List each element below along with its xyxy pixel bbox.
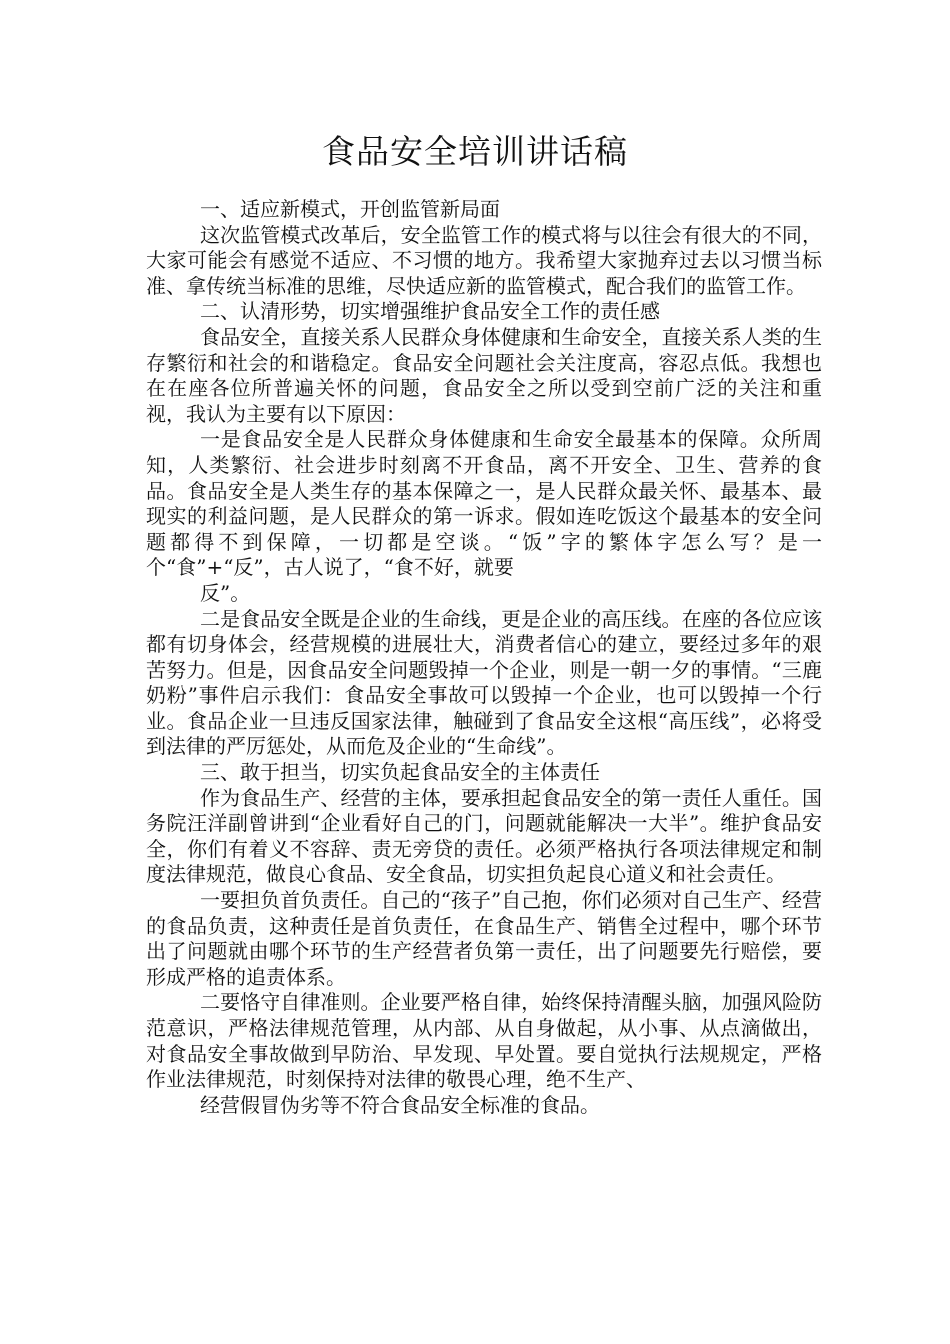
section-heading-2: 二、认清形势，切实增强维护食品安全工作的责任感	[200, 299, 660, 324]
section-heading-1: 一、适应新模式，开创监管新局面	[200, 197, 500, 221]
paragraph: 经营假冒伪劣等不符合食品安全标准的食品。	[200, 1092, 600, 1117]
paragraph: 一是食品安全是人民群众身体健康和生命安全最基本的保障。众所周知，人类繁衍、社会进步时刻离不开食品，离不开安全、卫生、营养的食品。食品安全是人类生存的基本保障之一，是人民群众最关怀、最基本、最现实的利益问题，是人民群众的第一诉求。假如连吃饭这个最基本的安全问题都得不到保障，一切都是空谈。“饭”字的繁体字怎么写？是一个“食”+“反”，古人说了，“食不好，就要	[146, 427, 822, 580]
paragraph: 食品安全，直接关系人民群众身体健康和生命安全，直接关系人类的生存繁衍和社会的和谐稳定。食品安全问题社会关注度高，容忍点低。我想也在在座各位所普遍关怀的问题，食品安全之所以受到空前广泛的关注和重视，我认为主要有以下原因：	[146, 324, 822, 426]
section-heading-3: 三、敢于担当，切实负起食品安全的主体责任	[200, 760, 600, 785]
paragraph: 这次监管模式改革后，安全监管工作的模式将与以往会有很大的不同，大家可能会有感觉不适应、不习惯的地方。我希望大家抛弃过去以习惯当标准、拿传统当标准的思维，尽快适应新的监管模式，配合我们的监管工作。	[146, 222, 822, 298]
paragraph: 作为食品生产、经营的主体，要承担起食品安全的第一责任人重任。国务院汪洋副曾讲到“企业看好自己的门，问题就能解决一大半”。维护食品安全，你们有着义不容辞、责无旁贷的责任。必须严格执行各项法律规定和制度法律规范，做良心食品、安全食品，切实担负起良心道义和社会责任。	[146, 785, 822, 887]
paragraph: 反”。	[200, 580, 251, 605]
document-body	[146, 197, 822, 1118]
paragraph: 二是食品安全既是企业的生命线，更是企业的高压线。在座的各位应该都有切身体会，经营规模的进展壮大，消费者信心的建立，要经过多年的艰苦努力。但是，因食品安全问题毁掉一个企业，则是一朝一夕的事情。“三鹿奶粉”事件启示我们：食品安全事故可以毁掉一个企业，也可以毁掉一个行业。食品企业一旦违反国家法律，触碰到了食品安全这根“高压线”，必将受到法律的严厉惩处，从而危及企业的“生命线”。	[146, 606, 822, 759]
document-title: 食品安全培训讲话稿	[322, 132, 628, 171]
paragraph: 一要担负首负责任。自己的“孩子”自己抱，你们必须对自己生产、经营的食品负责，这种责任是首负责任，在食品生产、销售全过程中，哪个环节出了问题就由哪个环节的生产经营者负第一责任，出了问题要先行赔偿，要形成严格的追责体系。	[146, 888, 822, 989]
paragraph: 二要恪守自律准则。企业要严格自律，始终保持清醒头脑，加强风险防范意识，严格法律规范管理，从内部、从自身做起，从小事、从点滴做出，对食品安全事故做到早防治、早发现、早处置。要自觉执行法规规定，严格作业法律规范，时刻保持对法律的敬畏心理，绝不生产、	[146, 990, 822, 1092]
